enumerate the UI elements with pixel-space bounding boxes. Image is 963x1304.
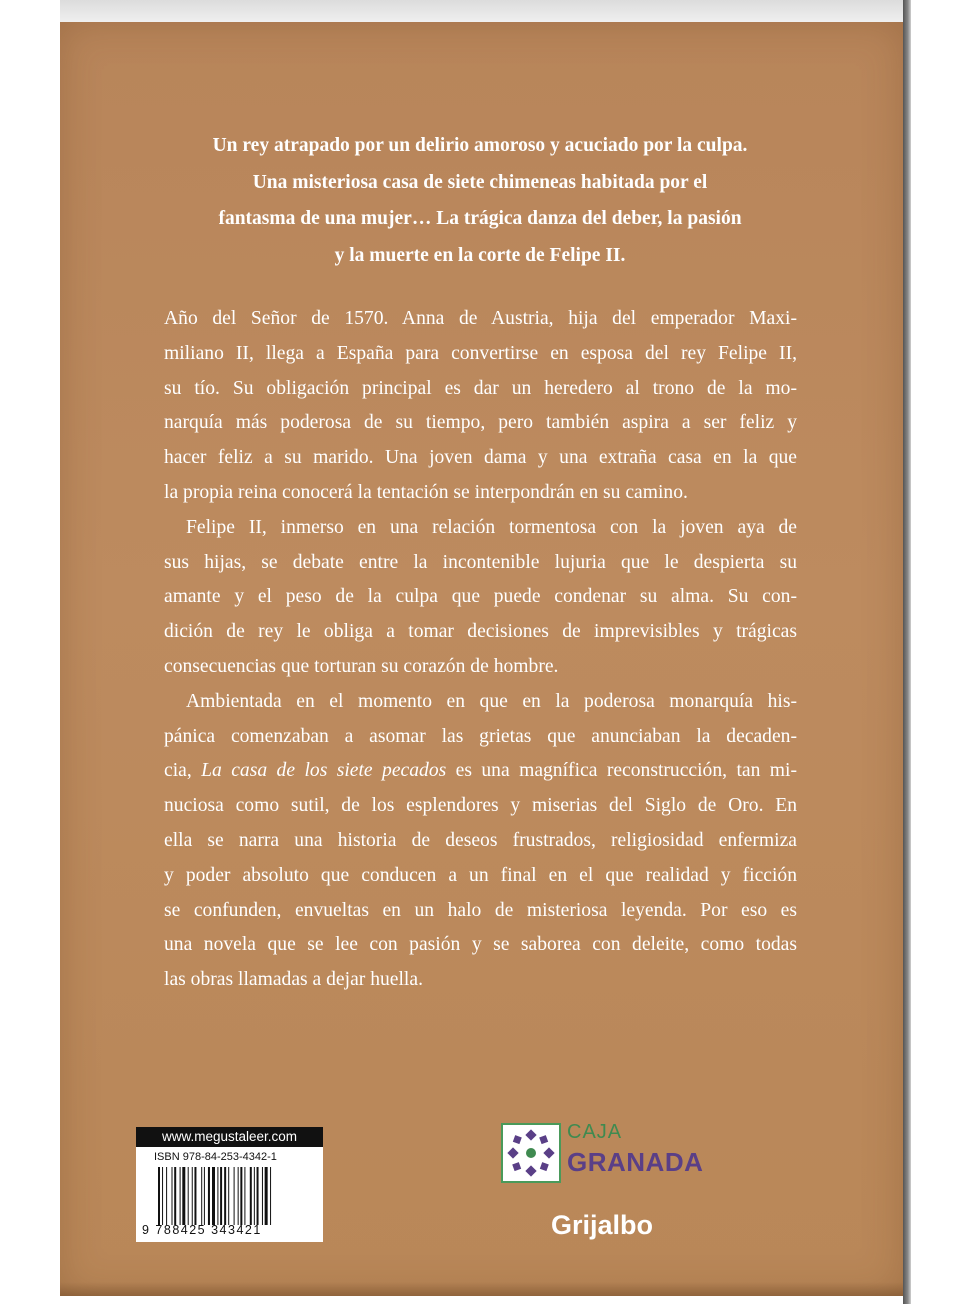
- intro-line: Una misteriosa casa de siete chimeneas habitada por el: [252, 171, 708, 193]
- barcode-bar: [220, 1167, 222, 1225]
- barcode-bar: [194, 1167, 196, 1225]
- barcode-bar: [240, 1167, 242, 1225]
- barcode-bar: [250, 1167, 252, 1225]
- synopsis-line: nuciosa como sutil, de los esplendores y miserias del Siglo de Oro. En: [164, 795, 797, 817]
- synopsis-line: miliano II, llega a España para convertirse en esposa del rey Felipe II,: [164, 342, 797, 364]
- intro-blurb: [160, 128, 800, 274]
- barcode-bar: [212, 1167, 215, 1225]
- synopsis-line: dición de rey le obliga a tomar decisiones de imprevisibles y trágicas: [164, 621, 797, 643]
- synopsis-line: y poder absoluto que conducen a un final en el que realidad y ficción: [164, 864, 797, 886]
- synopsis-fragment: cia,: [164, 760, 202, 782]
- synopsis-line: amante y el peso de la culpa que puede condenar su alma. Su con-: [164, 586, 797, 608]
- barcode-bar: [158, 1167, 160, 1225]
- barcode-bar: [234, 1167, 235, 1225]
- barcode-bar: [172, 1167, 173, 1225]
- isbn-label: ISBN 978-84-253-4342-1: [154, 1151, 277, 1163]
- synopsis-line: narquía más poderosa de su tiempo, pero también aspira a ser feliz y: [164, 412, 797, 434]
- synopsis-line: la propia reina conocerá la tentación se interpondrán en su camino.: [164, 481, 688, 503]
- intro-line: y la muerte en la corte de Felipe II.: [334, 244, 626, 266]
- synopsis-fragment: es una magnífica reconstrucción, tan mi-: [446, 760, 797, 782]
- barcode-bar: [166, 1167, 167, 1225]
- book-title-italic: La casa de los siete pecados: [201, 760, 447, 782]
- synopsis-line: [164, 754, 797, 789]
- barcode-bar: [174, 1167, 176, 1225]
- barcode-bar: [270, 1167, 271, 1225]
- barcode-bar: [192, 1167, 193, 1225]
- synopsis-line: sus hijas, se debate entre la incontenible lujuria que le despierta su: [164, 551, 797, 573]
- caja-granada-star-icon: [501, 1123, 561, 1183]
- barcode-bar: [228, 1167, 229, 1225]
- barcode-bar: [254, 1167, 255, 1225]
- synopsis-line: consecuencias que torturan su corazón de hombre.: [164, 655, 559, 677]
- barcode-bar: [224, 1167, 226, 1225]
- barcode-bar: [217, 1167, 218, 1225]
- intro-line: Un rey atrapado por un delirio amoroso y acuciado por la culpa.: [212, 135, 748, 156]
- barcode-bar: [182, 1167, 185, 1225]
- isbn-barcode: [136, 1127, 323, 1242]
- sponsor-name-granada: GRANADA: [567, 1147, 704, 1177]
- barcode-bar: [162, 1167, 163, 1225]
- synopsis-line: su tío. Su obligación principal es dar un heredero al trono de la mo-: [164, 377, 797, 399]
- synopsis-line: Felipe II, inmerso en una relación tormentosa con la joven aya de: [186, 516, 797, 538]
- sponsor-name-caja: CAJA: [567, 1121, 623, 1143]
- barcode-bar: [208, 1167, 210, 1225]
- synopsis-line: hacer feliz a su marido. Una joven dama y una extraña casa en la que: [164, 447, 797, 469]
- barcode-bars: [158, 1167, 314, 1225]
- barcode-bar: [265, 1167, 268, 1225]
- barcode-bar: [188, 1167, 189, 1225]
- synopsis-line: las obras llamadas a dejar huella.: [164, 969, 423, 991]
- barcode-bar: [204, 1167, 205, 1225]
- synopsis-line: ella se narra una historia de deseos frustrados, religiosidad enfermiza: [164, 829, 797, 851]
- barcode-bar: [238, 1167, 239, 1225]
- barcode-digits: 9 788425 343421: [142, 1223, 262, 1237]
- publisher-logo: Grijalbo: [551, 1210, 654, 1240]
- synopsis-line: Ambientada en el momento en que en la poderosa monarquía his-: [186, 690, 797, 712]
- scan-edge-top: [60, 0, 903, 22]
- synopsis-line: pánica comenzaban a asomar las grietas que anunciaban la decaden-: [164, 725, 797, 747]
- barcode-bar: [201, 1167, 202, 1225]
- synopsis-line: se confunden, envueltas en un halo de misteriosa leyenda. Por eso es: [164, 899, 797, 921]
- synopsis-line: Año del Señor de 1570. Anna de Austria, hija del emperador Maxi-: [164, 308, 797, 329]
- synopsis: [164, 302, 797, 998]
- website-url: www.megustaleer.com: [136, 1127, 323, 1147]
- intro-line: fantasma de una mujer… La trágica danza del deber, la pasión: [218, 208, 742, 229]
- barcode-bar: [262, 1167, 263, 1225]
- barcode-bar: [244, 1167, 245, 1225]
- synopsis-line: una novela que se lee con pasión y se saborea con deleite, como todas: [164, 934, 797, 956]
- scan-edge-right: [903, 0, 911, 1304]
- sponsor-logo-block: [501, 1123, 731, 1185]
- barcode-bar: [257, 1167, 259, 1225]
- barcode-bar: [180, 1167, 181, 1225]
